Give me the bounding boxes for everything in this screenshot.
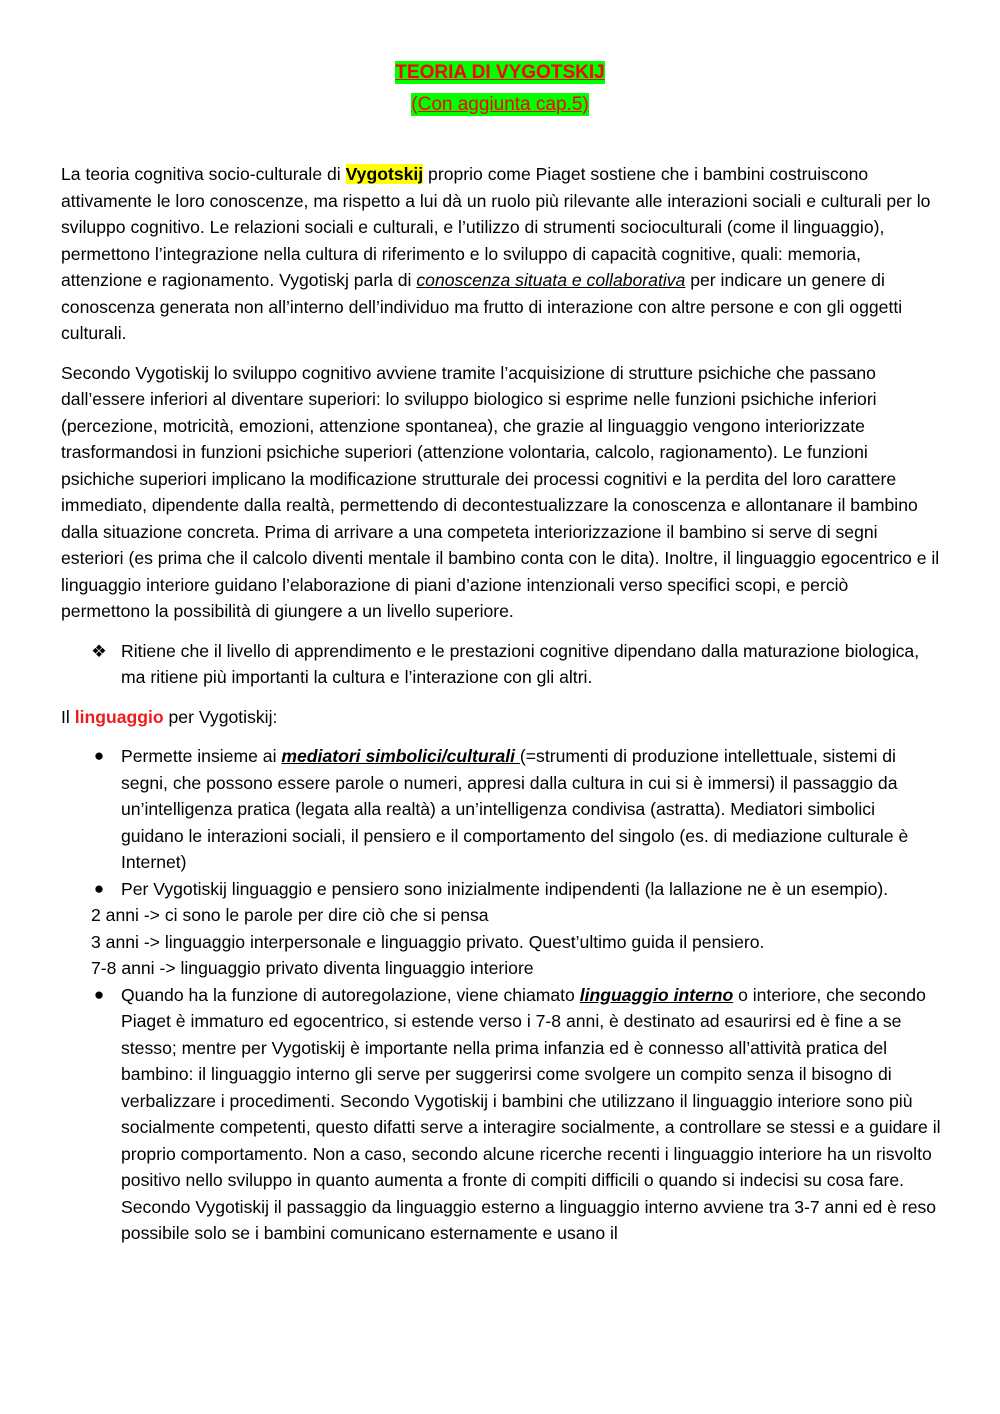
paragraph-intro-text-c: per indicare un genere di conoscenza generata non all’interno dell’individuo ma frutto di interazione con altre persone e con gli oggetti culturali. xyxy=(61,270,903,343)
age-line: 7-8 anni -> linguaggio privato diventa linguaggio interiore xyxy=(91,958,534,978)
term-conoscenza-situata: conoscenza situata e collaborativa xyxy=(416,270,686,290)
paragraph-intro-text-a: La teoria cognitiva socio-culturale di xyxy=(61,164,346,184)
language-heading xyxy=(61,704,941,731)
diamond-item-text: Ritiene che il livello di apprendimento e le prestazioni cognitive dipendano dalla maturazione biologica, ma ritiene più importanti la cultura e l’interazione con gli altri. xyxy=(121,640,920,687)
list-item-mediatori xyxy=(61,743,941,876)
term-mediatori: mediatori simbolici/culturali xyxy=(281,746,520,766)
language-heading-text-b: per Vygotiskij: xyxy=(163,706,278,727)
list-item-linguaggio-interno xyxy=(61,982,941,1247)
bullet-dot-icon: ● xyxy=(93,984,105,1004)
bullet3-text-b: o interiore, che secondo Piaget è immaturo ed egocentrico, si estende verso i 7-8 anni, è destinato ad esaurirsi ed è fine a se stesso; mentre per Vygotiskij è importante nella prima infanzia ed è connesso all’attività pratica del bambino: il linguaggio interno gli serve per suggerirsi come svolgere un compito senza il bisogno di verbalizzare i procedimenti. Secondo Vygotiskij i bambini che utilizzano il linguaggio interiore sono più socialmente competenti, questo difatti serve a interagire socialmente, a controllare se stessi e a guidare il proprio comportamento. Non a caso, secondo alcune ricerche recenti i linguaggio interiore ha un risvolto positivo nello sviluppo in quanto aumenta a fronte di compiti difficili o quando si indecisi su cosa fare. Secondo Vygotiskij il passaggio da linguaggio esterno a linguaggio interno avviene tra 3-7 anni ed è reso possibile solo se i bambini comunicano esternamente e usano il xyxy=(121,984,941,1243)
age-line: 3 anni -> linguaggio interpersonale e linguaggio privato. Quest’ultimo guida il pensiero. xyxy=(91,931,765,952)
language-heading-text-a: Il xyxy=(61,706,75,727)
paragraph-intro-text-b: proprio come Piaget sostiene che i bambini costruiscono attivamente le loro conoscenze, ma rispetto a lui dà un ruolo più rilevante alle interazioni sociali e culturali per lo sviluppo cognitivo. Le relazioni sociali e culturali, e l’utilizzo di strumenti socioculturali (come il linguaggio), permettono l’integrazione nella cultura di riferimento e lo sviluppo di capacità cognitive, quali: memoria, attenzione e ragionamento. Vygotiskj parla di xyxy=(61,164,931,290)
list-item-pensiero xyxy=(61,876,941,903)
age-line: 2 anni -> ci sono le parole per dire ciò che si pensa xyxy=(91,905,489,925)
bullet-dot-icon: ● xyxy=(93,746,105,765)
document-body xyxy=(61,161,941,1247)
title-block xyxy=(0,61,1000,125)
diamond-list-item xyxy=(61,638,941,691)
bullet1-text-a: Permette insieme ai xyxy=(121,746,282,766)
paragraph-intro xyxy=(61,161,941,347)
page-title: TEORIA DI VYGOTSKIJ xyxy=(395,62,605,83)
page-subtitle: (Con aggiunta cap.5) xyxy=(411,94,589,115)
highlighted-name: Vygotskij xyxy=(345,164,424,184)
bullet-dot-icon: ● xyxy=(93,878,105,898)
paragraph-development: Secondo Vygotiskij lo sviluppo cognitivo avviene tramite l’acquisizione di strutture psichiche che passano dall’essere inferiori al diventare superiori: lo sviluppo biologico si esprime nelle funzioni psichiche inferiori (percezione, motricità, emozioni, attenzione spontanea), che grazie al linguaggio vengono interiorizzate trasformandosi in funzioni psichiche superiori (attenzione volontaria, calcolo, ragionamento). Le funzioni psichiche superiori implicano la modificazione strutturale dei processi cognitivi e la perdita del loro carattere immediato, dipendente dalla realtà, permettendo di decontestualizzare la conoscenza e allontanare il bambino dalla situazione concreta. Prima di arrivare a una competeta interiorizzazione il bambino si serve di segni esteriori (es prima che il calcolo diventi mentale il bambino conta con le dita). Inoltre, il linguaggio egocentrico e il linguaggio interiore guidano l’elaborazione di piani d’azione intenzionali verso specifici scopi, e perciò permettono la possibilità di giungere a un livello superiore. xyxy=(61,362,940,621)
bullet1-text-b: (=strumenti di produzione intellettuale, sistemi di segni, che possono essere parole o numeri, appresi dalla cultura in cui si è immersi) il passaggio da un’intelligenza pratica (legata alla realtà) a un’intelligenza condivisa (astratta). Mediatori simbolici guidano le interazioni sociali, il pensiero e il comportamento del singolo (es. di mediazione culturale è Internet) xyxy=(121,746,909,872)
bullet2-text: Per Vygotiskij linguaggio e pensiero sono inizialmente indipendenti (la lallazione ne è un esempio). xyxy=(121,878,889,899)
diamond-bullet-icon: ❖ xyxy=(91,640,107,661)
term-linguaggio-interno: linguaggio interno xyxy=(579,984,734,1005)
bullet3-text-a: Quando ha la funzione di autoregolazione, viene chiamato xyxy=(121,984,580,1005)
keyword-linguaggio: linguaggio xyxy=(74,706,164,727)
